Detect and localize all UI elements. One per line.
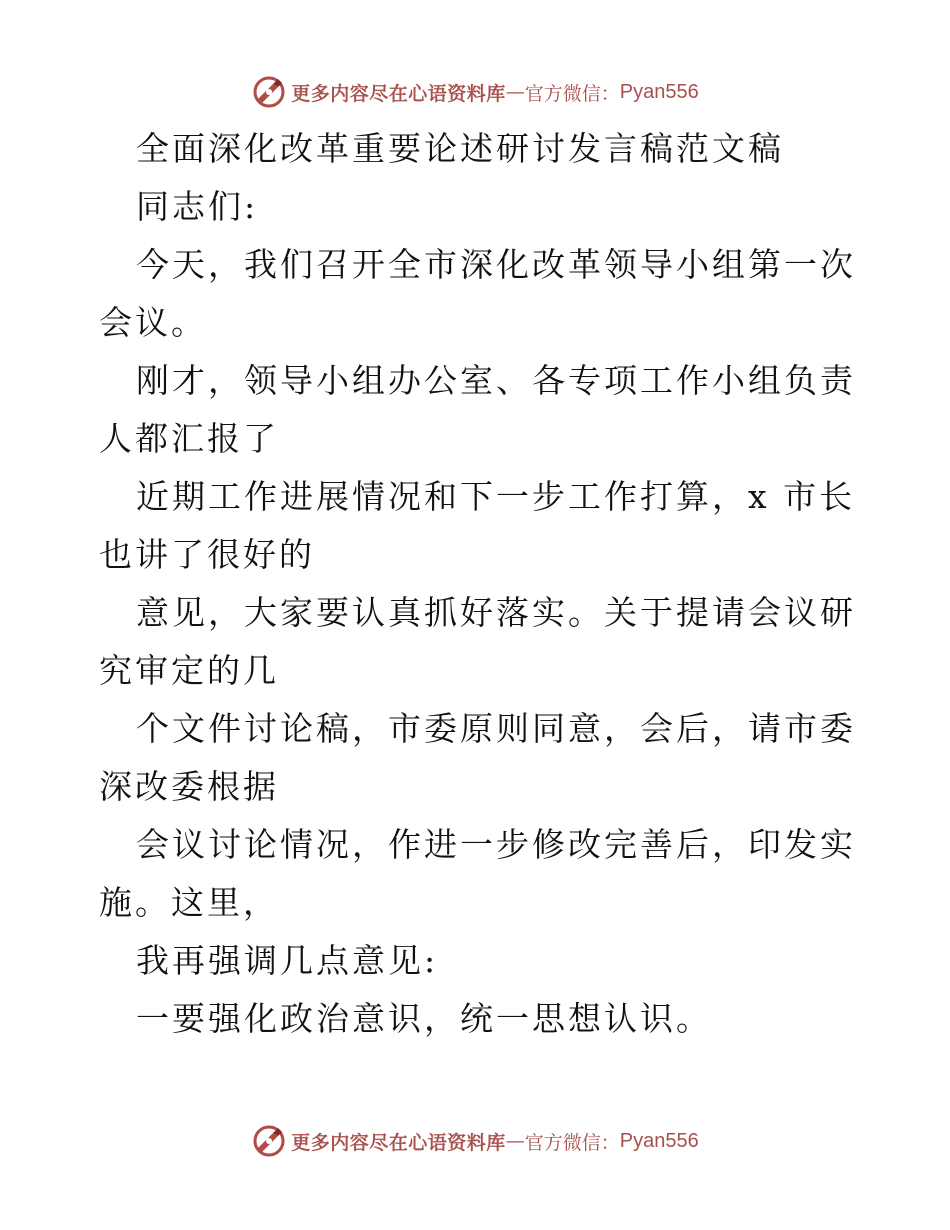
paragraph: 一要强化政治意识，统一思想认识。 <box>136 999 712 1038</box>
pen-logo-icon <box>251 74 287 110</box>
watermark-wechat-id: Pyan556 <box>619 1129 699 1152</box>
footer-watermark <box>0 1121 950 1161</box>
watermark-official-label: 官方微信： <box>524 1131 620 1154</box>
paragraph: 意见，大家要认真抓好落实。关于提请会议研究审定的几 <box>99 593 856 690</box>
document-body <box>99 120 859 1048</box>
paragraph: 近期工作进展情况和下一步工作打算，x 市长也讲了很好的 <box>99 477 856 574</box>
header-watermark <box>0 72 950 112</box>
watermark-text: 更多内容尽在心语资料库 <box>291 1131 506 1154</box>
watermark-official-label: 官方微信： <box>524 82 620 105</box>
paragraph: 我再强调几点意见: <box>136 941 439 980</box>
paragraph: 刚才，领导小组办公室、各专项工作小组负责人都汇报了 <box>99 361 856 458</box>
pen-logo-icon <box>251 1123 287 1159</box>
watermark-separator: — <box>505 81 525 103</box>
watermark-text: 更多内容尽在心语资料库 <box>291 82 506 105</box>
paragraph: 会议讨论情况，作进一步修改完善后，印发实施。这里， <box>99 825 856 922</box>
paragraph: 今天，我们召开全市深化改革领导小组第一次会议。 <box>99 245 856 342</box>
document-title: 全面深化改革重要论述研讨发言稿范文稿 <box>136 129 784 168</box>
watermark-separator: — <box>505 1130 525 1152</box>
watermark-wechat-id: Pyan556 <box>619 80 699 103</box>
paragraph: 个文件讨论稿，市委原则同意，会后，请市委深改委根据 <box>99 709 856 806</box>
paragraph: 同志们: <box>136 187 259 226</box>
